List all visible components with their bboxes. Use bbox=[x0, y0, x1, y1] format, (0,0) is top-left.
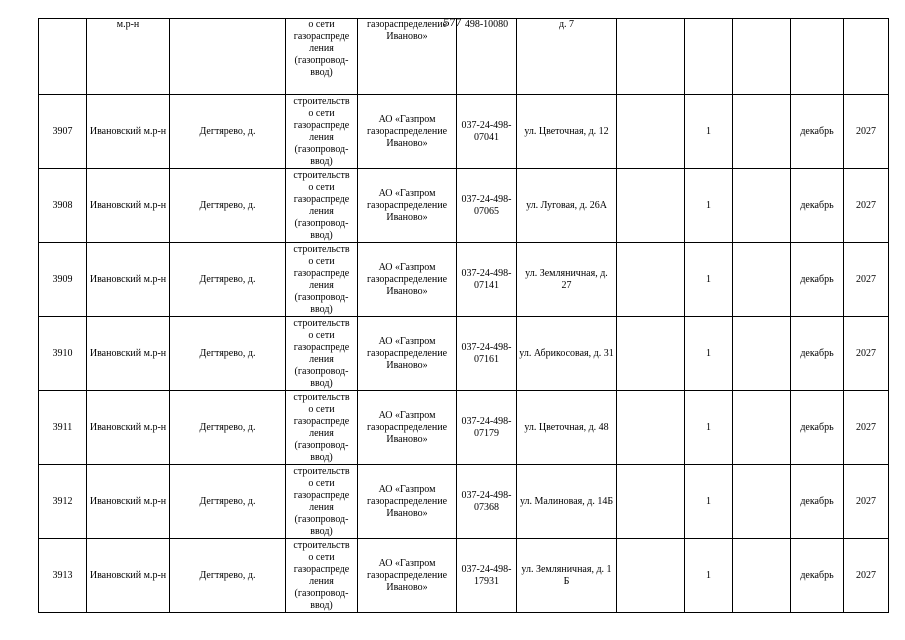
cell-cadastral: 037-24-498-07161 bbox=[457, 317, 517, 391]
purpose-line: ввод) bbox=[310, 67, 333, 78]
cell-purpose bbox=[286, 317, 358, 391]
cell-district: Ивановский м.р-н bbox=[87, 243, 170, 317]
cell-year: 2027 bbox=[844, 169, 889, 243]
purpose-line: ления bbox=[309, 279, 334, 291]
cell-address: ул. Абрикосовая, д. 31 bbox=[517, 317, 617, 391]
cell-month: декабрь bbox=[791, 539, 844, 613]
purpose-line: ления bbox=[309, 205, 334, 217]
cell-empty bbox=[617, 391, 685, 465]
cell-month: декабрь bbox=[791, 317, 844, 391]
purpose-line: о сети bbox=[308, 255, 335, 267]
cell-empty bbox=[733, 391, 791, 465]
cell-district: Ивановский м.р-н bbox=[87, 317, 170, 391]
purpose-line: газораспреде bbox=[293, 341, 350, 353]
cell-month: декабрь bbox=[791, 391, 844, 465]
purpose-line: ления bbox=[309, 575, 334, 587]
table-row bbox=[39, 243, 889, 317]
cell-cadastral: 037-24-498-07141 bbox=[457, 243, 517, 317]
cell-empty bbox=[617, 19, 685, 95]
cell-cadastral: 037-24-498-07041 bbox=[457, 95, 517, 169]
cell-count: 1 bbox=[685, 243, 733, 317]
purpose-line: ввод) bbox=[310, 303, 333, 315]
cell-month: декабрь bbox=[791, 243, 844, 317]
cell-empty bbox=[733, 317, 791, 391]
cell-month: декабрь bbox=[791, 95, 844, 169]
cell-settlement bbox=[170, 19, 286, 95]
cell-count: 1 bbox=[685, 465, 733, 539]
cell-empty bbox=[617, 169, 685, 243]
purpose-line: ввод) bbox=[310, 451, 333, 463]
cell-address: ул. Цветочная, д. 48 bbox=[517, 391, 617, 465]
cell-cadastral: 037-24-498-17931 bbox=[457, 539, 517, 613]
cell-purpose bbox=[286, 95, 358, 169]
purpose-line: о сети bbox=[308, 107, 335, 119]
cell-district: Ивановский м.р-н bbox=[87, 539, 170, 613]
cell-district: м.р-н bbox=[87, 19, 170, 95]
cell-purpose bbox=[286, 19, 358, 95]
purpose-line: строительств bbox=[293, 169, 350, 181]
cell-id bbox=[39, 19, 87, 95]
cell-organization: АО «Газпром газораспределение Иваново» bbox=[358, 539, 457, 613]
cell-empty bbox=[617, 95, 685, 169]
cell-empty bbox=[617, 465, 685, 539]
cell-district: Ивановский м.р-н bbox=[87, 465, 170, 539]
purpose-line: ления bbox=[309, 43, 334, 54]
cell-month: декабрь bbox=[791, 169, 844, 243]
cell-cadastral: 037-24-498-07368 bbox=[457, 465, 517, 539]
cell-year: 2027 bbox=[844, 465, 889, 539]
cell-district: Ивановский м.р-н bbox=[87, 391, 170, 465]
cell-year: 2027 bbox=[844, 243, 889, 317]
cell-empty bbox=[617, 243, 685, 317]
purpose-line: (газопровод- bbox=[294, 587, 349, 599]
purpose-line: о сети bbox=[308, 19, 335, 30]
cell-organization bbox=[358, 19, 457, 95]
organization-line: газораспределение bbox=[366, 19, 448, 30]
cell-count: 1 bbox=[685, 95, 733, 169]
cell-empty bbox=[733, 539, 791, 613]
cell-organization: АО «Газпром газораспределение Иваново» bbox=[358, 465, 457, 539]
purpose-line: ления bbox=[309, 427, 334, 439]
cell-id: 3912 bbox=[39, 465, 87, 539]
cell-address: ул. Земляничная, д. 1 Б bbox=[517, 539, 617, 613]
purpose-line: (газопровод- bbox=[294, 439, 349, 451]
cell-count: 1 bbox=[685, 391, 733, 465]
cell-year: 2027 bbox=[844, 539, 889, 613]
cell-empty bbox=[733, 95, 791, 169]
cell-settlement: Дегтярево, д. bbox=[170, 539, 286, 613]
cell-settlement: Дегтярево, д. bbox=[170, 243, 286, 317]
table-row bbox=[39, 465, 889, 539]
purpose-line: строительств bbox=[293, 317, 350, 329]
cell-empty bbox=[733, 169, 791, 243]
table-row bbox=[39, 95, 889, 169]
cell-address: ул. Луговая, д. 26А bbox=[517, 169, 617, 243]
cell-settlement: Дегтярево, д. bbox=[170, 95, 286, 169]
cell-id: 3909 bbox=[39, 243, 87, 317]
purpose-line: газораспреде bbox=[293, 119, 350, 131]
purpose-line: ввод) bbox=[310, 229, 333, 241]
cell-id: 3908 bbox=[39, 169, 87, 243]
purpose-line: ввод) bbox=[310, 377, 333, 389]
purpose-line: газораспреде bbox=[293, 193, 350, 205]
cell-count: 1 bbox=[685, 539, 733, 613]
purpose-line: о сети bbox=[308, 477, 335, 489]
purpose-line: газораспреде bbox=[293, 267, 350, 279]
cell-organization: АО «Газпром газораспределение Иваново» bbox=[358, 243, 457, 317]
purpose-line: строительств bbox=[293, 95, 350, 107]
cell-organization: АО «Газпром газораспределение Иваново» bbox=[358, 391, 457, 465]
cell-district: Ивановский м.р-н bbox=[87, 95, 170, 169]
purpose-line: газораспреде bbox=[293, 415, 350, 427]
purpose-line: о сети bbox=[308, 551, 335, 563]
gas-connection-table bbox=[38, 18, 889, 613]
cell-address: ул. Цветочная, д. 12 bbox=[517, 95, 617, 169]
cell-id: 3907 bbox=[39, 95, 87, 169]
cell-id: 3913 bbox=[39, 539, 87, 613]
purpose-line: (газопровод- bbox=[294, 217, 349, 229]
cell-cadastral: 037-24-498-07179 bbox=[457, 391, 517, 465]
table-row bbox=[39, 317, 889, 391]
cell-settlement: Дегтярево, д. bbox=[170, 169, 286, 243]
purpose-line: (газопровод- bbox=[294, 55, 349, 66]
purpose-line: газораспреде bbox=[293, 489, 350, 501]
cell-count: 1 bbox=[685, 169, 733, 243]
cell-address: ул. Земляничная, д. 27 bbox=[517, 243, 617, 317]
cell-empty bbox=[733, 19, 791, 95]
purpose-line: строительств bbox=[293, 539, 350, 551]
purpose-line: строительств bbox=[293, 391, 350, 403]
cell-settlement: Дегтярево, д. bbox=[170, 391, 286, 465]
purpose-line: газораспреде bbox=[293, 563, 350, 575]
cell-district: Ивановский м.р-н bbox=[87, 169, 170, 243]
cell-address: ул. Малиновая, д. 14Б bbox=[517, 465, 617, 539]
page-number: 577 bbox=[443, 15, 462, 29]
table-row bbox=[39, 539, 889, 613]
table-row bbox=[39, 391, 889, 465]
cell-purpose bbox=[286, 539, 358, 613]
purpose-line: газораспреде bbox=[293, 31, 350, 42]
purpose-line: ввод) bbox=[310, 155, 333, 167]
organization-line: Иваново» bbox=[386, 31, 428, 42]
cell-id: 3910 bbox=[39, 317, 87, 391]
cell-purpose bbox=[286, 243, 358, 317]
cell-empty bbox=[844, 19, 889, 95]
cell-purpose bbox=[286, 169, 358, 243]
cell-organization: АО «Газпром газораспределение Иваново» bbox=[358, 95, 457, 169]
cell-empty bbox=[685, 19, 733, 95]
purpose-line: ления bbox=[309, 353, 334, 365]
cell-organization: АО «Газпром газораспределение Иваново» bbox=[358, 169, 457, 243]
purpose-line: (газопровод- bbox=[294, 513, 349, 525]
cell-year: 2027 bbox=[844, 95, 889, 169]
cell-purpose bbox=[286, 391, 358, 465]
purpose-line: о сети bbox=[308, 403, 335, 415]
cell-cadastral: 037-24-498-07065 bbox=[457, 169, 517, 243]
purpose-line: строительств bbox=[293, 465, 350, 477]
table-row-partial bbox=[39, 19, 889, 95]
cell-count: 1 bbox=[685, 317, 733, 391]
cell-empty bbox=[617, 539, 685, 613]
purpose-line: о сети bbox=[308, 329, 335, 341]
cell-address: д. 7 bbox=[517, 19, 617, 95]
cell-organization: АО «Газпром газораспределение Иваново» bbox=[358, 317, 457, 391]
cell-purpose bbox=[286, 465, 358, 539]
cell-settlement: Дегтярево, д. bbox=[170, 465, 286, 539]
purpose-line: (газопровод- bbox=[294, 365, 349, 377]
purpose-line: ления bbox=[309, 131, 334, 143]
cell-empty bbox=[733, 243, 791, 317]
purpose-line: (газопровод- bbox=[294, 291, 349, 303]
cell-month: декабрь bbox=[791, 465, 844, 539]
purpose-line: о сети bbox=[308, 181, 335, 193]
purpose-line: ления bbox=[309, 501, 334, 513]
cell-id: 3911 bbox=[39, 391, 87, 465]
purpose-line: строительств bbox=[293, 243, 350, 255]
cell-cadastral: 498-10080 bbox=[457, 19, 517, 95]
purpose-line: ввод) bbox=[310, 599, 333, 611]
table-row bbox=[39, 169, 889, 243]
cell-empty bbox=[791, 19, 844, 95]
cell-settlement: Дегтярево, д. bbox=[170, 317, 286, 391]
cell-year: 2027 bbox=[844, 317, 889, 391]
cell-empty bbox=[733, 465, 791, 539]
purpose-line: (газопровод- bbox=[294, 143, 349, 155]
purpose-line: ввод) bbox=[310, 525, 333, 537]
cell-empty bbox=[617, 317, 685, 391]
cell-year: 2027 bbox=[844, 391, 889, 465]
